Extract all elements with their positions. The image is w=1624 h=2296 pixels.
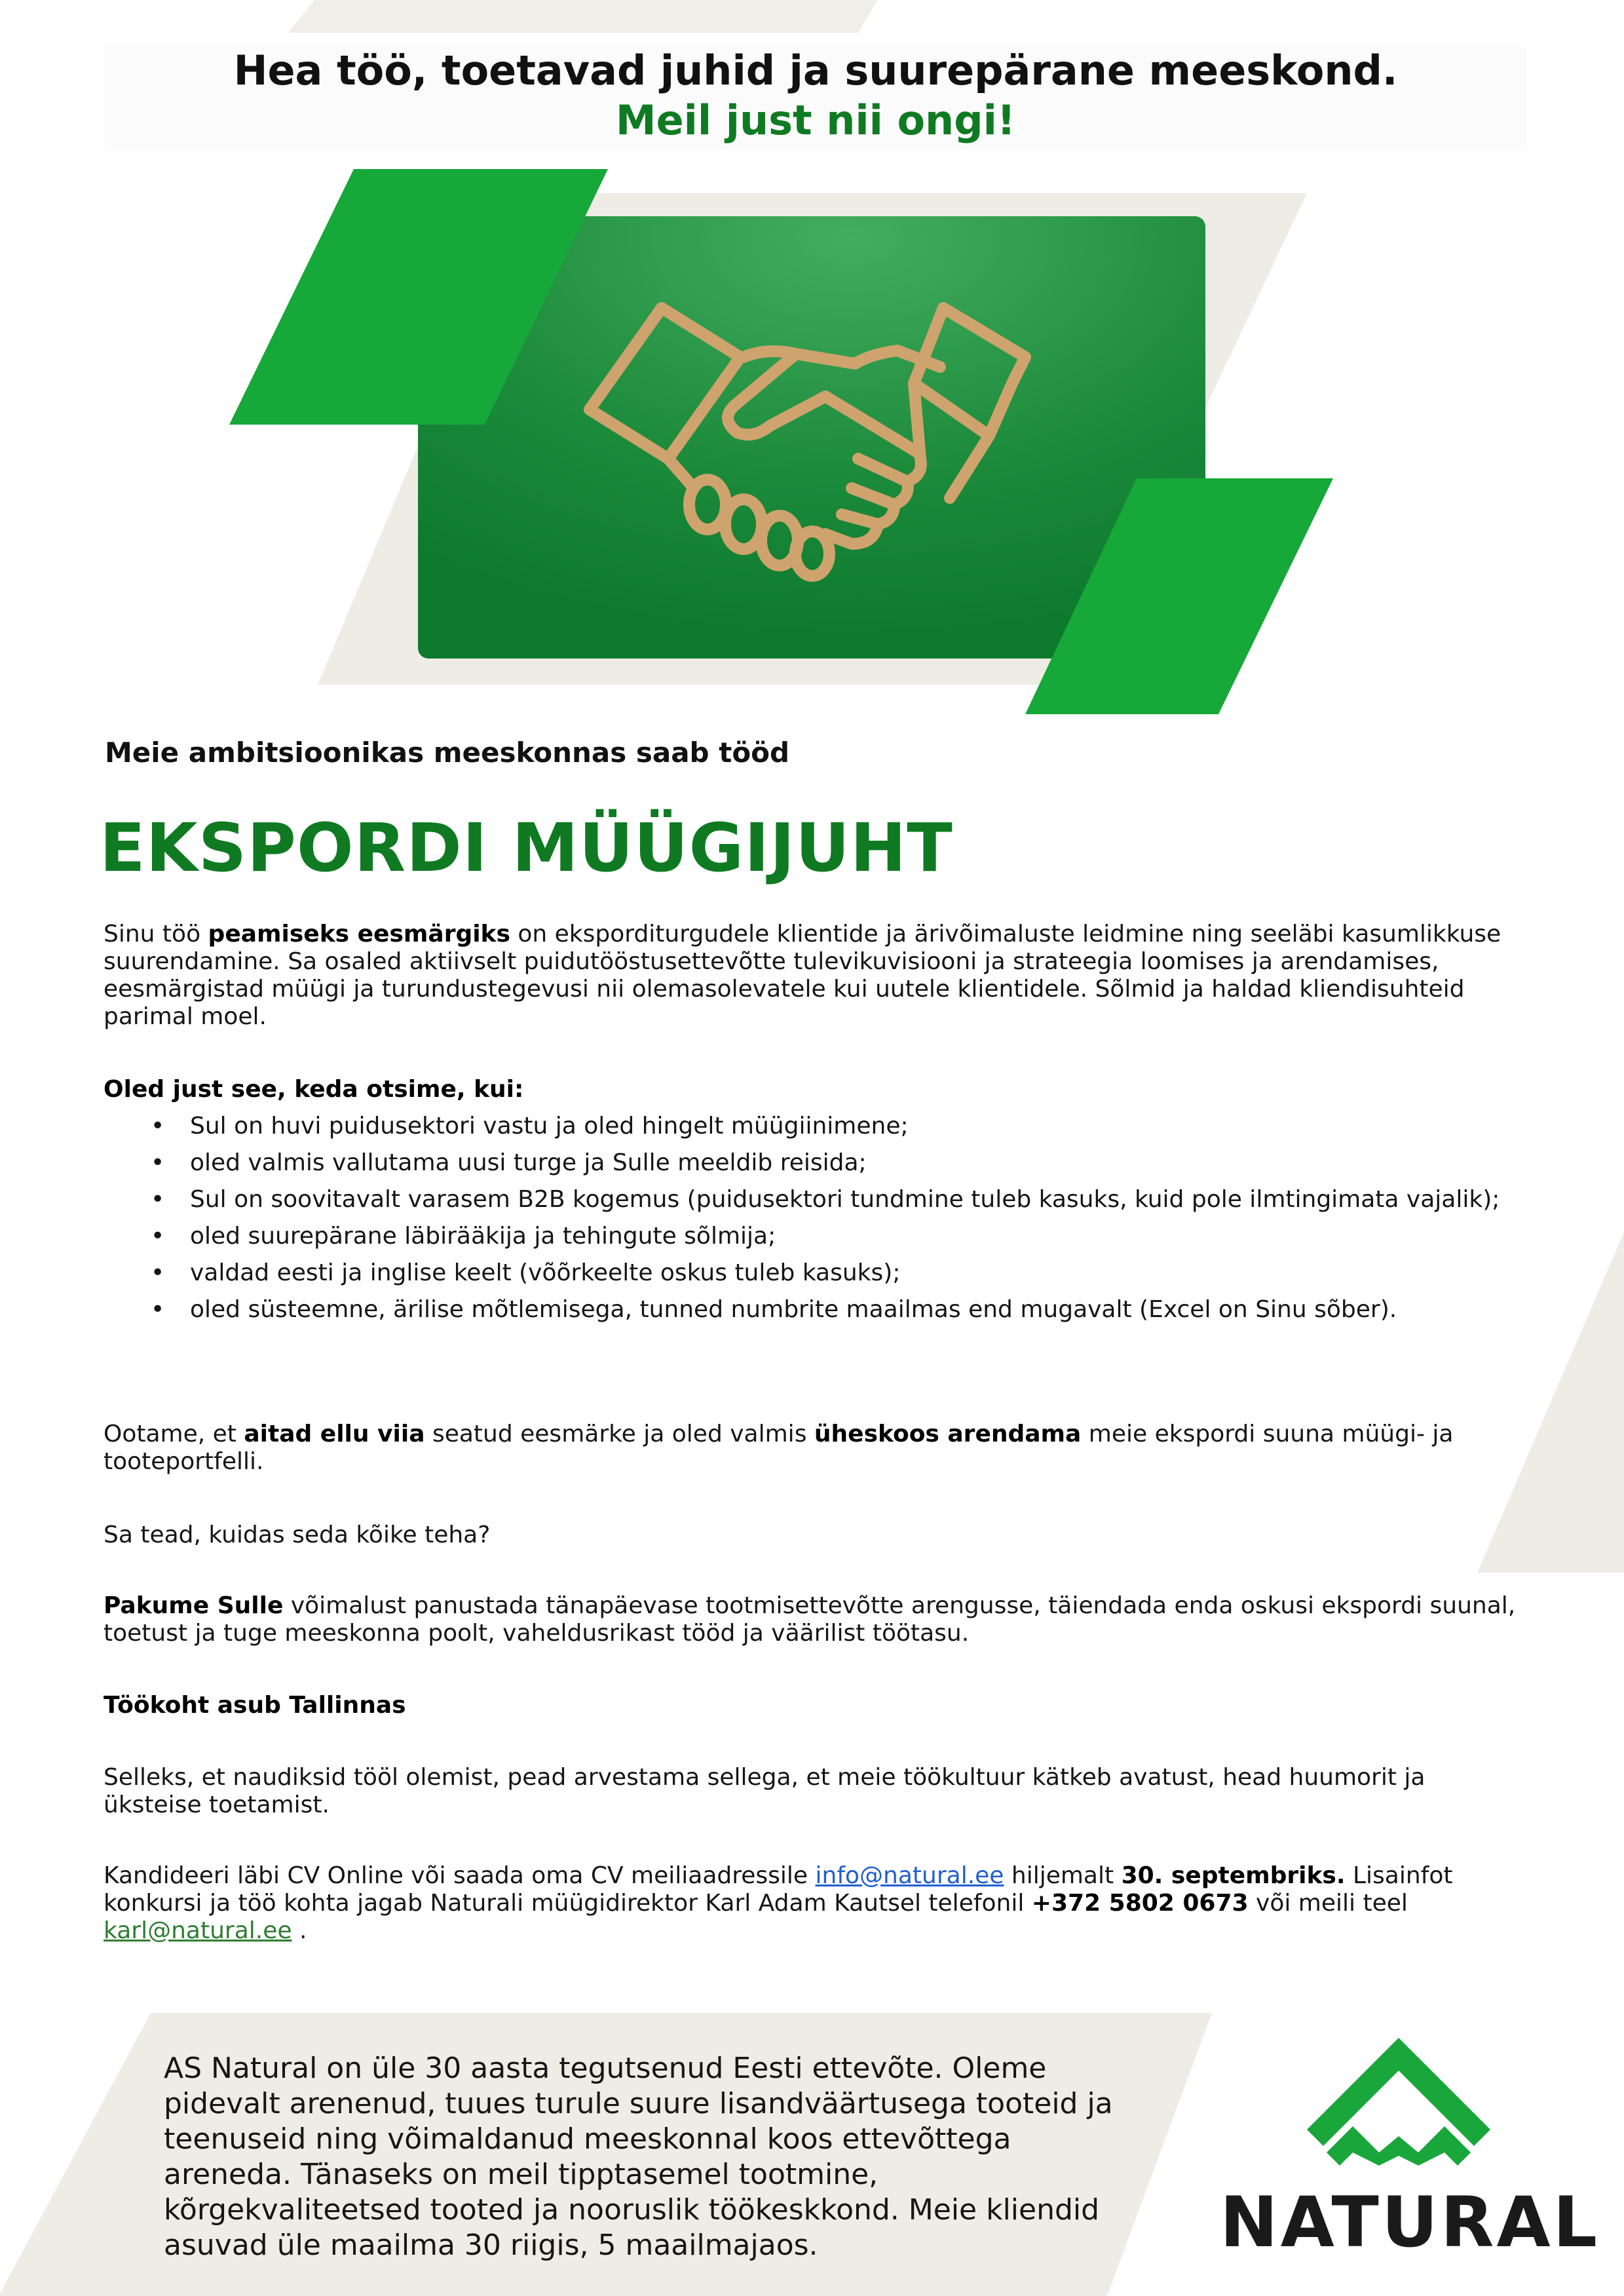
apply-text-4: või meili teel	[1248, 1890, 1408, 1917]
expect-text-2: seatud eesmärke ja oled valmis	[425, 1421, 814, 1447]
apply-text-5: .	[292, 1917, 307, 1944]
list-item: • Sul on huvi puidusektori vastu ja oled hingelt müügiinimene;	[104, 1113, 1519, 1140]
requirements-list	[104, 1113, 1519, 1324]
apply-text: Kandideeri läbi CV Online või saada oma CV meiliaadressile	[104, 1862, 816, 1889]
headline-line1: Hea töö, toetavad juhid ja suurepärane meeskond.	[233, 47, 1398, 94]
hero-graphic	[0, 0, 1624, 734]
apply-phone: +372 5802 0673	[1031, 1890, 1249, 1917]
list-item: • oled suurepärane läbirääkija ja tehingute sõlmija;	[104, 1223, 1519, 1250]
description-bold: peamiseks eesmärgiks	[208, 921, 510, 947]
expect-text-3: meie ekspordi suuna müügi- ja tooteportfelli.	[104, 1421, 1454, 1475]
description-text: Sinu töö	[104, 921, 208, 947]
description-text-2: on eksporditurgudele klientide ja ärivõimaluste leidmine ning seeläbi kasumlikkuse suurendamine. Sa osaled aktiivselt puidutööstusettevõtte tulevikuvisiooni ja strateegia loomises ja arendamises, eesmärgistad müügi ja turundustegevusi nii olemasolevatele kui uutele klientidele. Sõlmid ja haldad kliendisuhteid parimal moel.	[104, 921, 1501, 1030]
apply-text-2: hiljemalt	[1004, 1862, 1122, 1889]
apply-text-3: Lisainfot konkursi ja töö kohta jagab Naturali müügidirektor Karl Adam Kautsel telefonil	[104, 1862, 1453, 1917]
headline-line2: Meil just nii ongi!	[615, 96, 1016, 144]
list-item: • Sul on soovitavalt varasem B2B kogemus (puidusektori tundmine tuleb kasuks, kuid pole ilmtingimata vajalik);	[104, 1186, 1519, 1214]
expect-bold-1: aitad ellu viia	[244, 1421, 425, 1447]
location-text: Töökoht asub Tallinnas	[104, 1692, 406, 1719]
culture-paragraph: Selleks, et naudiksid tööl olemist, pead arvestama sellega, et meie töökultuur kätkeb avatust, head huumorit ja üksteise toetamist.	[104, 1764, 1426, 1818]
requirements-section	[104, 1076, 1519, 1333]
list-item: • oled süsteemne, ärilise mõtlemisega, tunned numbrite maailmas end mugavalt (Excel on Sinu sõber).	[104, 1296, 1519, 1324]
intro-text: Meie ambitsioonikas meeskonnas saab tööd	[105, 737, 790, 769]
natural-mountain-logo-icon	[1300, 2031, 1497, 2169]
offer-paragraph	[104, 1592, 1519, 1647]
question-text: Sa tead, kuidas seda kõike teha?	[104, 1521, 491, 1548]
expect-bold-2: üheskoos arendama	[814, 1421, 1082, 1447]
job-title: EKSPORDI MÜÜGIJUHT	[100, 809, 953, 887]
offer-bold: Pakume Sulle	[104, 1592, 284, 1619]
description-paragraph	[104, 921, 1519, 1031]
apply-paragraph	[104, 1862, 1519, 1945]
list-item: • valdad eesti ja inglise keelt (võõrkeelte oskus tuleb kasuks);	[104, 1259, 1519, 1287]
expectations-paragraph	[104, 1421, 1519, 1476]
expect-text: Ootame, et	[104, 1421, 244, 1447]
requirements-heading: Oled just see, keda otsime, kui:	[104, 1076, 524, 1103]
offer-text: võimalust panustada tänapäevase tootmisettevõtte arengusse, täiendada enda oskusi ekspordi suunal, toetust ja tuge meeskonna poolt, vaheldusrikast tööd ja väärilist töötasu.	[104, 1592, 1516, 1647]
email-link-info[interactable]: info@natural.ee	[815, 1862, 1004, 1889]
company-about: AS Natural on üle 30 aasta tegutsenud Eesti ettevõte. Oleme pidevalt arenenud, tuues turule suure lisandväärtusega tooteid ja teenuseid ning võimaldanud meeskonnal koos ettevõttega areneda. Tänaseks on meil tipptasemel tootmine, kõrgekvaliteetsed tooted ja nooruslik töökeskkond. Meie kliendid asuvad üle maailma 30 riigis, 5 maailmajaos.	[164, 2052, 1113, 2262]
apply-deadline: 30. septembriks.	[1121, 1862, 1346, 1889]
logo-text: NATURAL	[1220, 2182, 1600, 2263]
list-item: • oled valmis vallutama uusi turge ja Sulle meeldib reisida;	[104, 1149, 1519, 1177]
email-link-karl[interactable]: karl@natural.ee	[104, 1917, 292, 1944]
